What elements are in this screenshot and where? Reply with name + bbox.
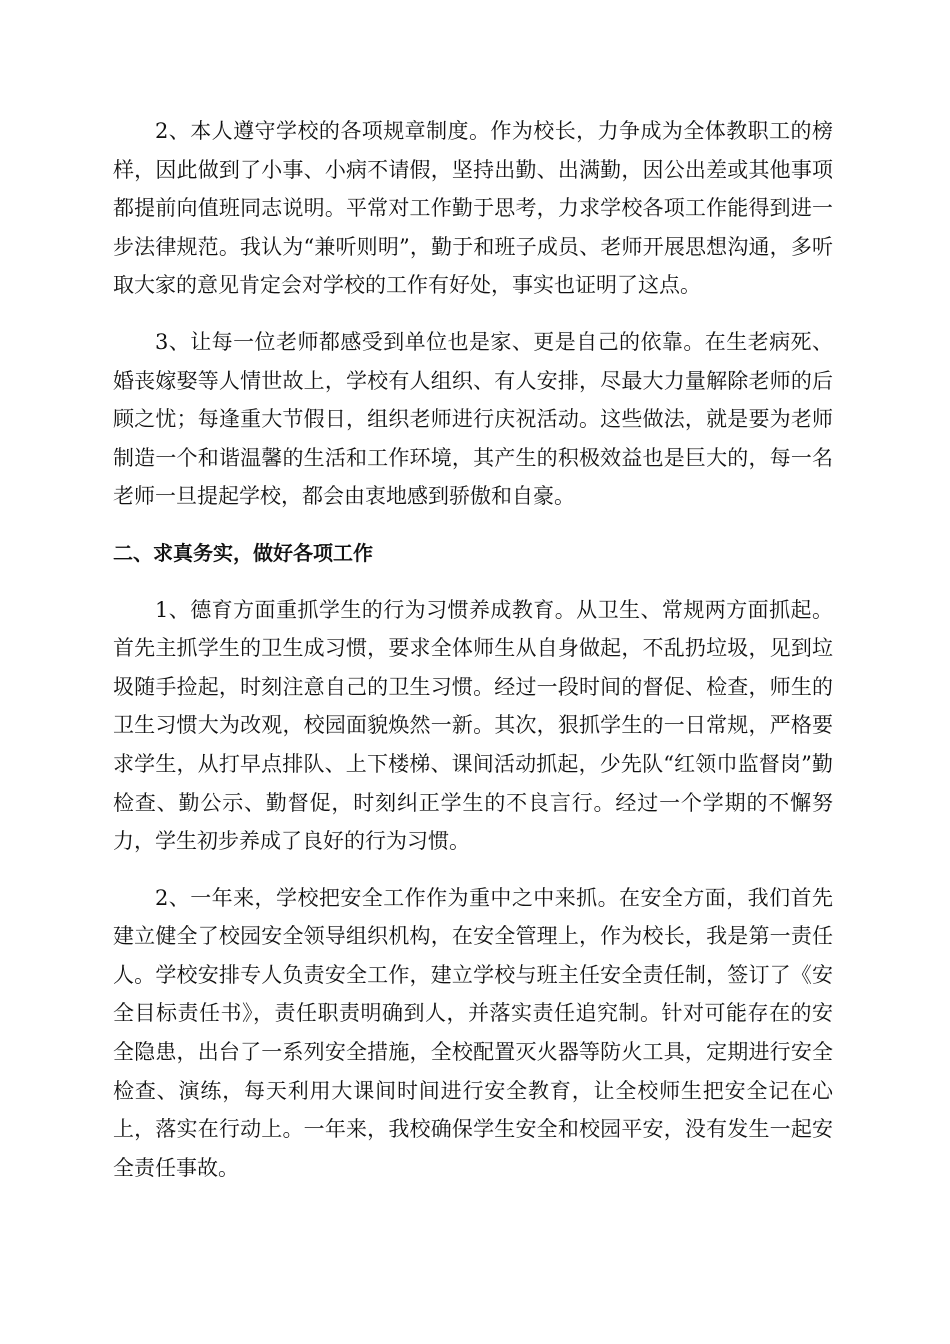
- section-heading: 二、求真务实，做好各项工作: [113, 540, 373, 565]
- paragraph-moral-education: 1、德育方面重抓学生的行为习惯养成教育。从卫生、常规两方面抓起。首先主抓学生的卫生成习惯，要求全体师生从自身做起，不乱扔垃圾，见到垃圾随手捡起，时刻注意自己的卫生习惯。经过一段时间的督促、检查，师生的卫生习惯大为改观，校园面貌焕然一新。其次，狠抓学生的一日常规，严格要求学生，从打早点排队、上下楼梯、课间活动抓起，少先队“红领巾监督岗”勤检查、勤公示、勤督促，时刻纠正学生的不良言行。经过一个学期的不懈努力，学生初步养成了良好的行为习惯。: [113, 597, 833, 854]
- paragraph-safety: 2、一年来，学校把安全工作作为重中之中来抓。在安全方面，我们首先建立健全了校园安全领导组织机构，在安全管理上，作为校长，我是第一责任人。学校安排专人负责安全工作，建立学校与班主任安全责任制，签订了《安全目标责任书》，责任职责明确到人，并落实责任追究制。针对可能存在的安全隐患，出台了一系列安全措施，全校配置灭火器等防火工具，定期进行安全检查、演练，每天利用大课间时间进行安全教育，让全校师生把安全记在心上，落实在行动上。一年来，我校确保学生安全和校园平安，没有发生一起安全责任事故。: [113, 885, 833, 1180]
- paragraph-teachers: 3、让每一位老师都感受到单位也是家、更是自己的依靠。在生老病死、婚丧嫁娶等人情世故上，学校有人组织、有人安排，尽最大力量解除老师的后顾之忧；每逢重大节假日，组织老师进行庆祝活动。这些做法，就是要为老师制造一个和谐温馨的生活和工作环境，其产生的积极效益也是巨大的，每一名老师一旦提起学校，都会由衷地感到骄傲和自豪。: [113, 329, 833, 509]
- document-page: [113, 112, 833, 1205]
- paragraph-rules: 2、本人遵守学校的各项规章制度。作为校长，力争成为全体教职工的榜样，因此做到了小事、小病不请假，坚持出勤、出满勤，因公出差或其他事项都提前向值班同志说明。平常对工作勤于思考，力求学校各项工作能得到进一步法律规范。我认为“兼听则明”，勤于和班子成员、老师开展思想沟通，多听取大家的意见肯定会对学校的工作有好处，事实也证明了这点。: [113, 119, 833, 298]
